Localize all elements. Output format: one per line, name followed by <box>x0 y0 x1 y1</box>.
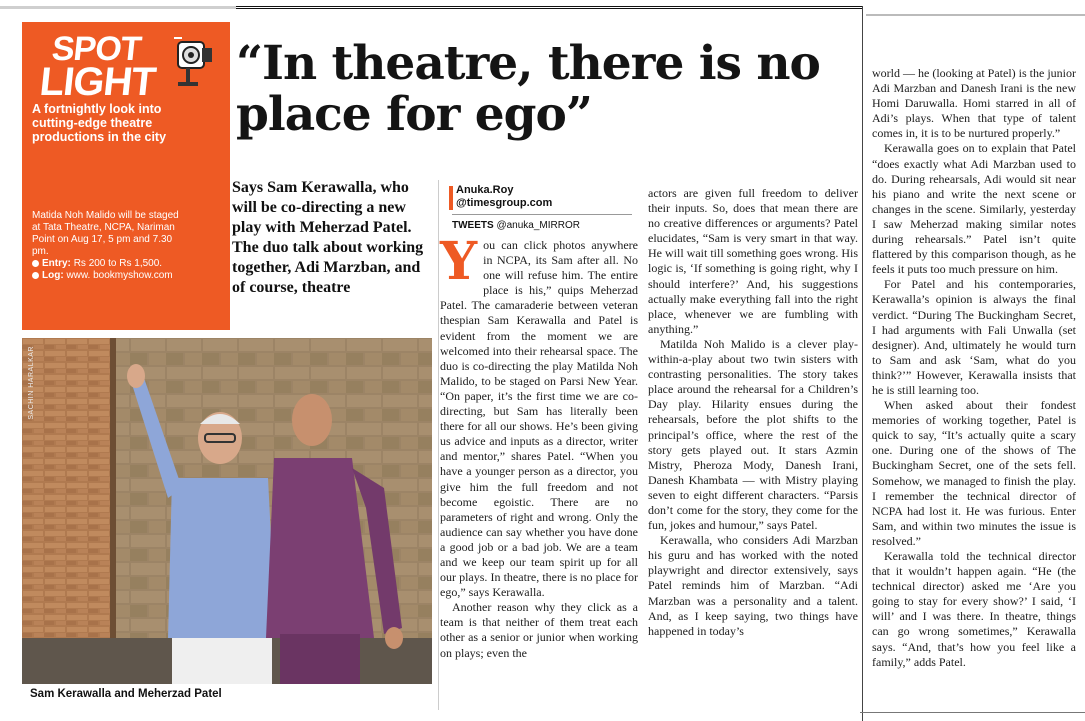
article-paragraph: world — he (looking at Patel) is the junior Adi Marzban and Danesh Irani is the new Homi Daruwalla. Homi starred in all of Adi’s plays. When that type of talent comes in, it is to be nurtured properly.” <box>872 66 1076 141</box>
spotlight-venue: Matida Noh Malido will be staged at Tata Theatre, NCPA, Nariman Point on Aug 17, 5 pm and 7.30 pm. <box>32 210 179 257</box>
article-column-3 <box>872 66 1076 670</box>
spotlight-lamp-icon <box>172 34 220 90</box>
bottom-rule <box>860 712 1085 713</box>
photo-credit: SACHIN HARALKAR <box>28 346 35 420</box>
byline-email: @timesgroup.com <box>456 197 553 209</box>
article-paragraph: Kerawalla, who considers Adi Marzban his guru and has worked with the noted playwright and director extensively, says Patel reminds him of Marzban. “Adi Marzban was a personality and a talent. And, as I keep saying, two things have happened in today’s <box>648 533 858 638</box>
spotlight-tagline: A fortnightly look into cutting-edge theatre productions in the city <box>32 102 167 144</box>
article-paragraph: actors are given full freedom to deliver their inputs. So, does that mean there are no creative differences or arguments? Patel elucidates, “Sam is very smart in that way. He will wait till something goes wrong. His logic is, ‘If something is going right, why I should interfere?’ And, his suggestions actually make everything fall into the right place, whenever we are fumbling with anything.” <box>648 186 858 336</box>
top-rule-left <box>0 6 236 9</box>
headline: “In theatre, there is no place for ego” <box>236 36 820 142</box>
entry-value: Rs 200 to Rs 1,500. <box>73 258 163 269</box>
dropcap: Y <box>440 231 478 292</box>
twitter-handle <box>452 220 580 231</box>
spotlight-entry <box>32 258 182 270</box>
article-paragraph: When asked about their fondest memories of working together, Patel is quick to say, “It’s actually quite a scary one. During one of the shows of The Buckingham Secret, one of the sets fell. Somehow, we managed to finish the play. I remember the technical director of NCPA had lost it. He was furious. Enter Sam, and within two minutes the issue is resolved.” <box>872 398 1076 548</box>
article-paragraph: Another reason why they click as a team is that neither of them treat each other as a senior or junior when working on plays; even the <box>440 600 638 660</box>
spotlight-word-spot: SPOT <box>50 30 143 68</box>
bullet-icon <box>32 272 39 279</box>
spotlight-panel <box>22 22 230 330</box>
spotlight-info <box>32 210 182 282</box>
log-value: www. bookmyshow.com <box>66 270 173 281</box>
article-paragraph <box>440 231 638 600</box>
bullet-icon <box>32 260 39 267</box>
article-paragraph: Kerawalla told the technical director that it wouldn’t happen again. “He (the technical director) asked me ‘Are you going to stay for every show?’ I said, ‘I will’ and I was there. In theatre, things can go wrong sometimes,” Kerawalla says. “And, that’s how you feel like a family,” adds Patel. <box>872 549 1076 669</box>
column-rule <box>862 6 863 721</box>
article-column-2 <box>648 186 858 639</box>
byline-accent <box>449 186 453 210</box>
article-column-1 <box>440 231 638 661</box>
photo-caption: Sam Kerawalla and Meherzad Patel <box>30 688 222 700</box>
column-rule <box>438 180 439 710</box>
paragraph-text: ou can click photos anywhere in NCPA, its Sam after all. No one will refuse him. The entire place is his,” quips Meherzad Patel. The camaraderie between veteran thespian Sam Kerawalla and Patel is evident from the moment we are welcomed into their rehearsal space. The duo is co-directing the play Matilda Noh Malido, to be staged on Parsi New Year. “On paper, it’s the first time we are co-directing, but Sam has literally been there for all our shows. He’s been giving us advice and inputs as a director, writer and mentor,” shares Patel. “When you have a younger person as a director, you give him the full freedom and not become egoistic. There are no parameters of right and wrong. Only the audience can say whether you have done a good job or a bad job. We are a team and we keep our team spirit up for all our plays. In theatre, there is no place for ego,” says Kerawalla. <box>440 238 638 600</box>
tweets-handle: @anuka_MIRROR <box>496 220 580 231</box>
top-rule-double <box>236 6 862 9</box>
entry-label: Entry: <box>42 258 71 269</box>
deck: Says Sam Kerawalla, who will be co-directing a new play with Meherzad Patel. The duo talk about working together, Adi Marzban, and of course, theatre <box>232 179 424 296</box>
photo-illustration <box>22 338 432 684</box>
spotlight-word-light: LIGHT <box>37 60 158 104</box>
log-label: Log: <box>42 270 64 281</box>
top-rule-right <box>866 14 1085 16</box>
article-paragraph: Matilda Noh Malido is a clever play-within-a-play about two twin sisters with contrasting personalities. The story takes place around the rehearsal for a Children’s Day play. Hilarity ensues during the rehearsals, before the plot shifts to the principal’s office, where the rest of the story gets played out. It stars Azmin Mistry, Pheroza Mody, Danesh Irani, Danesh Khambata — with Mistry playing seven to eight different characters. “Parsis don’t come for the story, they come for the fun, jokes and humour,” says Patel. <box>648 336 858 533</box>
tweets-label: TWEETS <box>452 220 494 231</box>
byline-divider <box>452 214 632 215</box>
byline-name: Anuka.Roy <box>456 184 514 196</box>
spotlight-log <box>32 270 182 282</box>
article-paragraph: Kerawalla goes on to explain that Patel “does exactly what Adi Marzban used to do. During rehearsals, Adi would sit near his piano and write the next scene or changes in the scene. Similarly, yesterday I saw Meherzad making similar notes during rehearsals.” Patel isn’t quite flattered by this comparison though, as he feels it puts too much pressure on him. <box>872 141 1076 277</box>
byline <box>456 184 552 210</box>
article-paragraph: For Patel and his contemporaries, Kerawalla’s opinion is always the final verdict. “During The Buckingham Secret, I had arguments with Fali Unwalla (set designer). And, ultimately he would turn to Sam and ask ‘Sam, what do you think?’” However, Kerawalla insists that he is still learning too. <box>872 277 1076 397</box>
article-photo <box>22 338 432 684</box>
